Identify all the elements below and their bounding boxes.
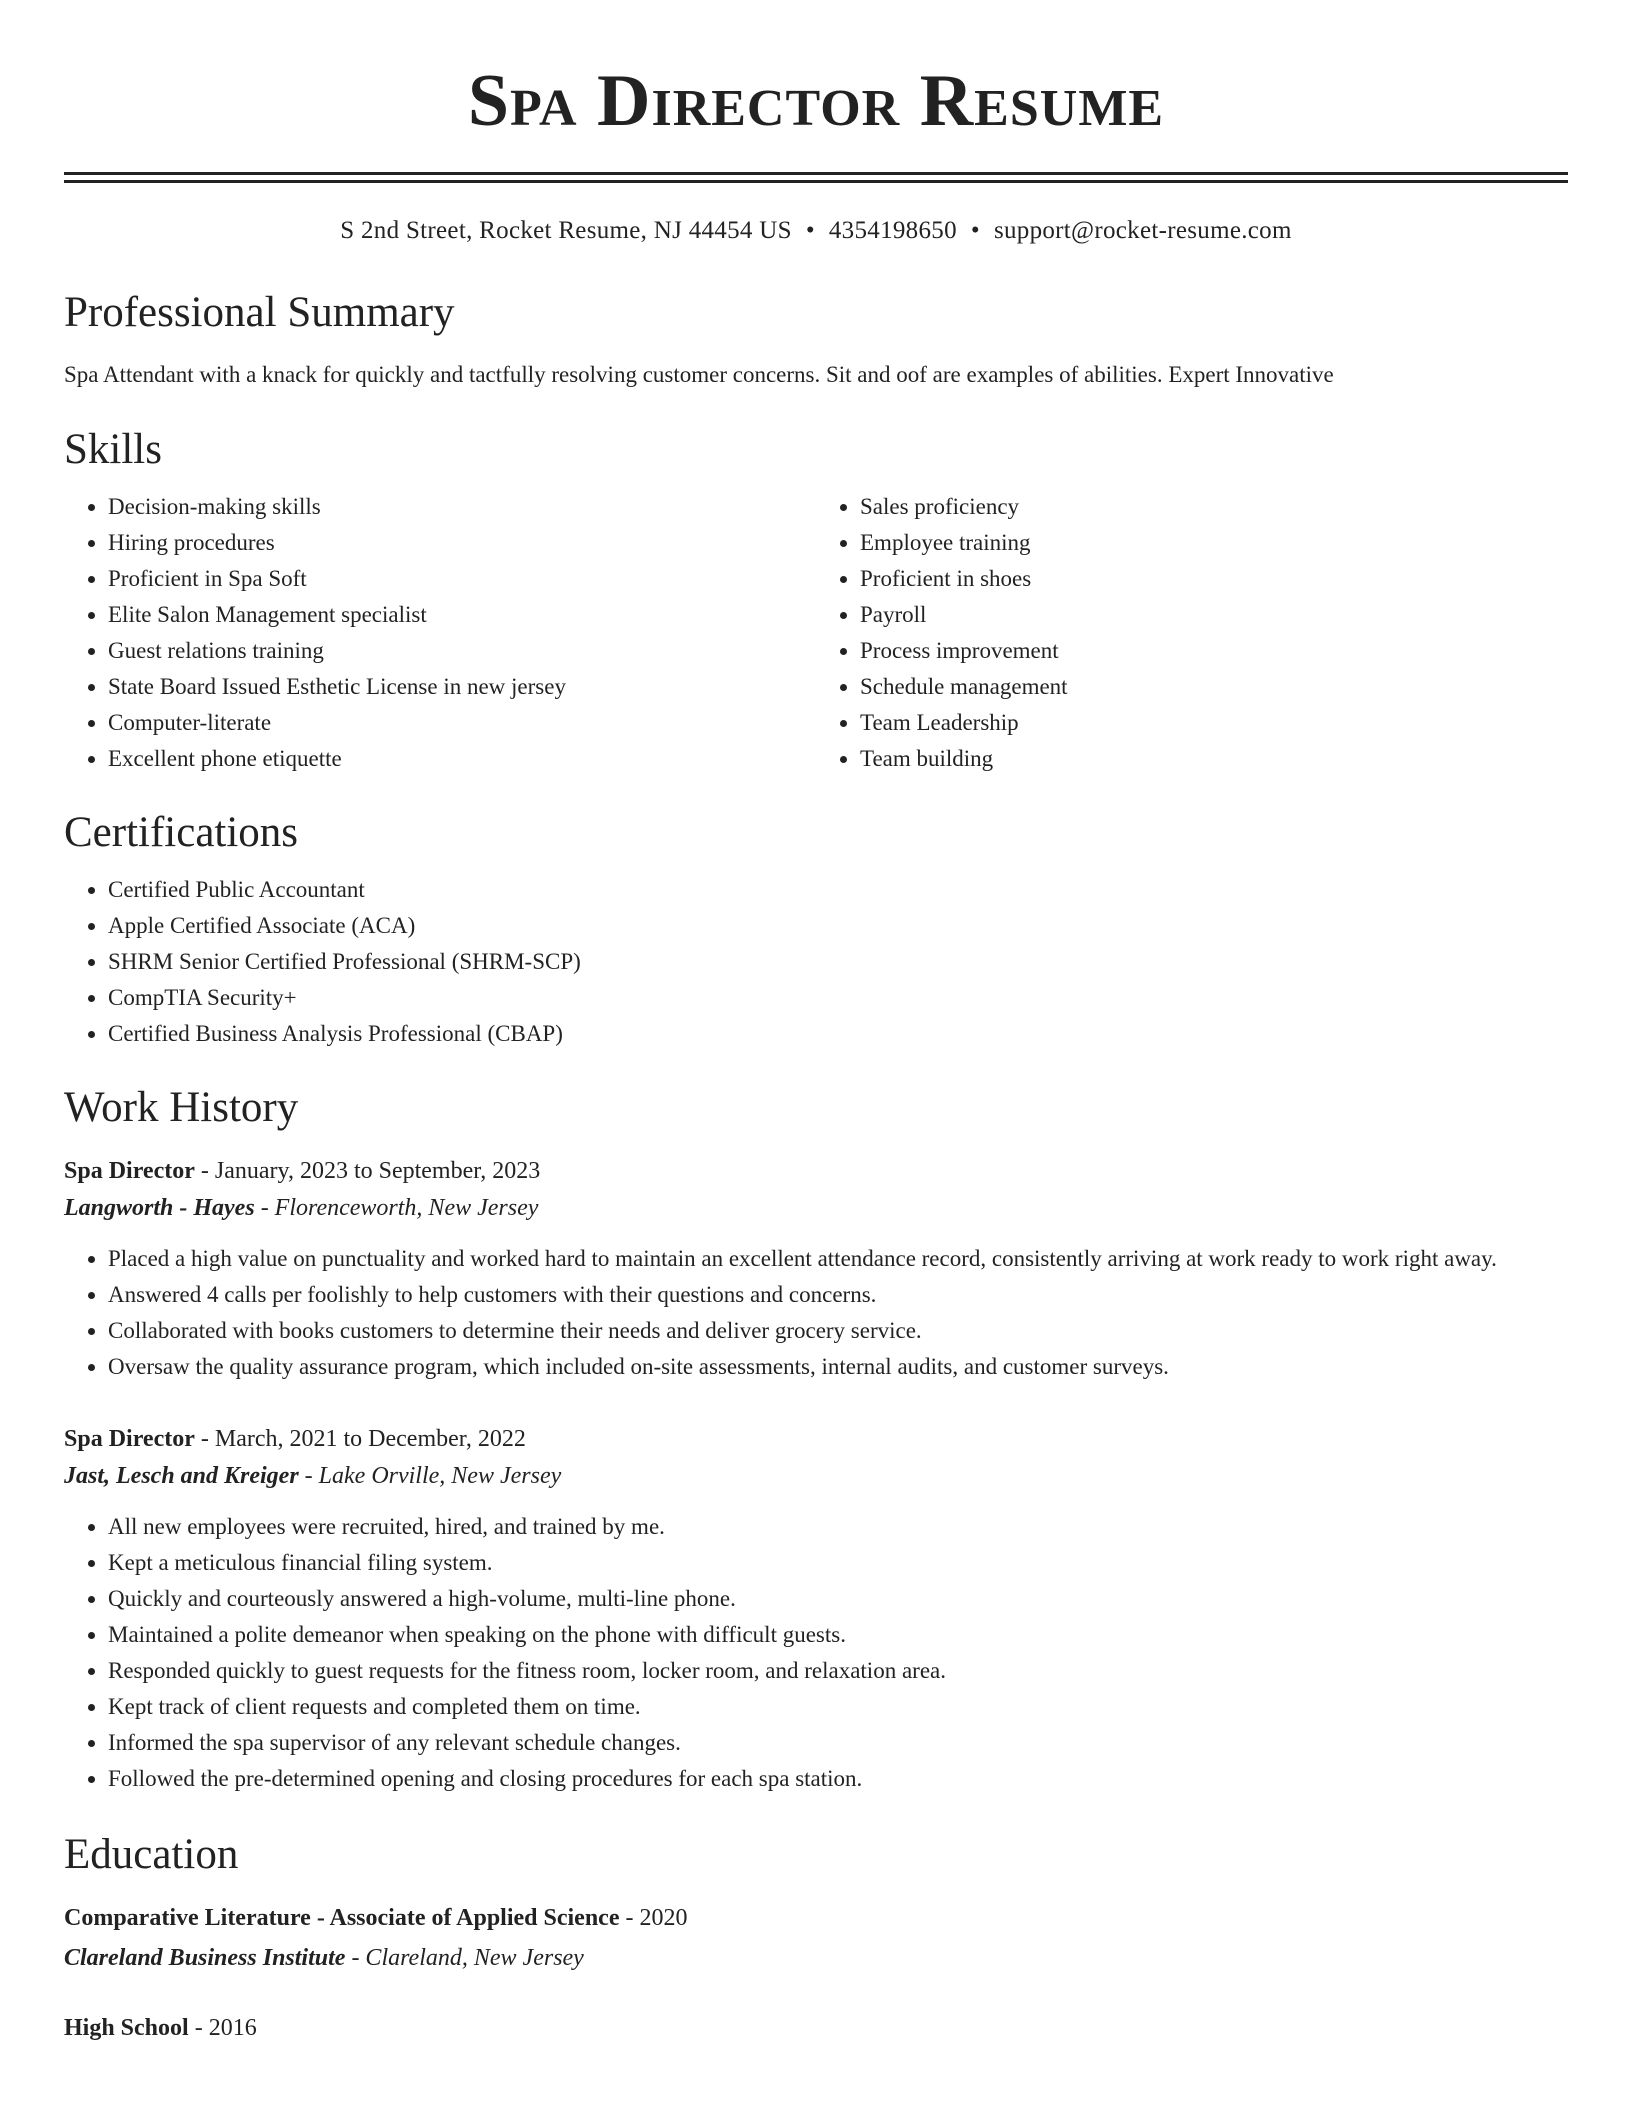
job-bullet: • Maintained a polite demeanor when speaking on the phone with difficult guests. — [108, 1617, 1568, 1653]
certification-item: • Apple Certified Associate (ACA) — [108, 908, 1568, 944]
skill-item: • Proficient in Spa Soft — [108, 561, 816, 597]
education-heading: Education — [64, 1830, 239, 1878]
skill-item: • Process improvement — [860, 633, 1568, 669]
job-location: - Lake Orville, New Jersey — [298, 1462, 562, 1489]
skill-item: • Decision-making skills — [108, 489, 816, 525]
job-bullet: • Responded quickly to guest requests for the fitness room, locker room, and relaxation area. — [108, 1653, 1568, 1689]
job-bullet: • All new employees were recruited, hired, and trained by me. — [108, 1509, 1568, 1545]
job-bullet: • Oversaw the quality assurance program, which included on-site assessments, internal audits, and customer surveys. — [108, 1349, 1568, 1385]
skill-item: • Sales proficiency — [860, 489, 1568, 525]
contact-separator: • — [970, 217, 980, 244]
summary-text: Spa Attendant with a knack for quickly and tactfully resolving customer concerns. Sit and oof are examples of abilities. Expert Innovative — [64, 362, 1334, 387]
education-school: Clareland Business Institute — [64, 1944, 346, 1971]
job-bullet: • Quickly and courteously answered a high-volume, multi-line phone. — [108, 1581, 1568, 1617]
certification-item: • SHRM Senior Certified Professional (SHRM-SCP) — [108, 944, 1568, 980]
job-dates: - January, 2023 to September, 2023 — [194, 1157, 541, 1184]
job-company: Langworth - Hayes — [64, 1194, 255, 1221]
education-entry — [64, 1898, 1568, 1978]
skill-item: • Elite Salon Management specialist — [108, 597, 816, 633]
education-entry — [64, 2008, 1568, 2048]
job-title-line — [64, 1153, 1568, 1189]
job-title: Spa Director — [64, 1425, 195, 1452]
contact-line — [64, 217, 1568, 245]
skill-item: • Guest relations training — [108, 633, 816, 669]
contact-address: S 2nd Street, Rocket Resume, NJ 44454 US — [340, 217, 792, 244]
certification-item: • Certified Public Accountant — [108, 872, 1568, 908]
contact-phone: 4354198650 — [828, 217, 957, 244]
job-bullet: • Informed the spa supervisor of any relevant schedule changes. — [108, 1725, 1568, 1761]
job-bullet: • Kept a meticulous financial filing system. — [108, 1545, 1568, 1581]
job-bullet: • Answered 4 calls per foolishly to help customers with their questions and concerns. — [108, 1277, 1568, 1313]
job-bullet: • Collaborated with books customers to determine their needs and deliver grocery service. — [108, 1313, 1568, 1349]
education-degree: High School — [64, 2014, 189, 2041]
certifications-list — [64, 872, 1568, 1052]
skills-heading: Skills — [64, 425, 162, 473]
skill-item: • Proficient in shoes — [860, 561, 1568, 597]
job-company-line — [64, 1189, 1568, 1227]
skill-item: • Team building — [860, 741, 1568, 777]
job-dates: - March, 2021 to December, 2022 — [194, 1425, 526, 1452]
education-year: - 2020 — [619, 1904, 688, 1931]
certifications-heading: Certifications — [64, 808, 299, 856]
skill-item: • State Board Issued Esthetic License in new jersey — [108, 669, 816, 705]
skills-left-list — [64, 489, 816, 777]
job-company: Jast, Lesch and Kreiger — [64, 1462, 299, 1489]
job-entry — [64, 1153, 1568, 1385]
skill-item: • Hiring procedures — [108, 525, 816, 561]
resume-title: Spa Director Resume — [467, 60, 1165, 142]
work-history-heading: Work History — [64, 1083, 299, 1131]
job-bullets — [64, 1241, 1568, 1385]
education-year: - 2016 — [188, 2014, 257, 2041]
job-bullets — [64, 1509, 1568, 1797]
job-bullet: • Placed a high value on punctuality and worked hard to maintain an excellent attendance record, consistently arriving at work ready to work right away. — [108, 1241, 1568, 1277]
job-bullet: • Kept track of client requests and completed them on time. — [108, 1689, 1568, 1725]
education-degree-line — [64, 1898, 1568, 1938]
skill-item: • Team Leadership — [860, 705, 1568, 741]
summary-heading: Professional Summary — [64, 289, 455, 336]
education-degree: Comparative Literature - Associate of Applied Science — [64, 1904, 620, 1931]
job-company-line — [64, 1457, 1568, 1495]
education-degree-line — [64, 2008, 1568, 2048]
skills-right-list — [816, 489, 1568, 777]
certification-item: • CompTIA Security+ — [108, 980, 1568, 1016]
contact-email: support@rocket-resume.com — [993, 217, 1292, 244]
certification-item: • Certified Business Analysis Professional (CBAP) — [108, 1016, 1568, 1052]
job-entry — [64, 1421, 1568, 1797]
skill-item: • Payroll — [860, 597, 1568, 633]
job-bullet: • Followed the pre-determined opening and closing procedures for each spa station. — [108, 1761, 1568, 1797]
job-title-line — [64, 1421, 1568, 1457]
education-school-line — [64, 1938, 1568, 1978]
title-double-rule — [64, 172, 1568, 183]
job-title: Spa Director — [64, 1157, 195, 1184]
skills-columns — [64, 489, 1568, 777]
skill-item: • Excellent phone etiquette — [108, 741, 816, 777]
contact-separator: • — [805, 217, 815, 244]
skill-item: • Employee training — [860, 525, 1568, 561]
education-location: - Clareland, New Jersey — [345, 1944, 584, 1971]
job-location: - Florenceworth, New Jersey — [254, 1194, 539, 1221]
skill-item: • Schedule management — [860, 669, 1568, 705]
skill-item: • Computer-literate — [108, 705, 816, 741]
